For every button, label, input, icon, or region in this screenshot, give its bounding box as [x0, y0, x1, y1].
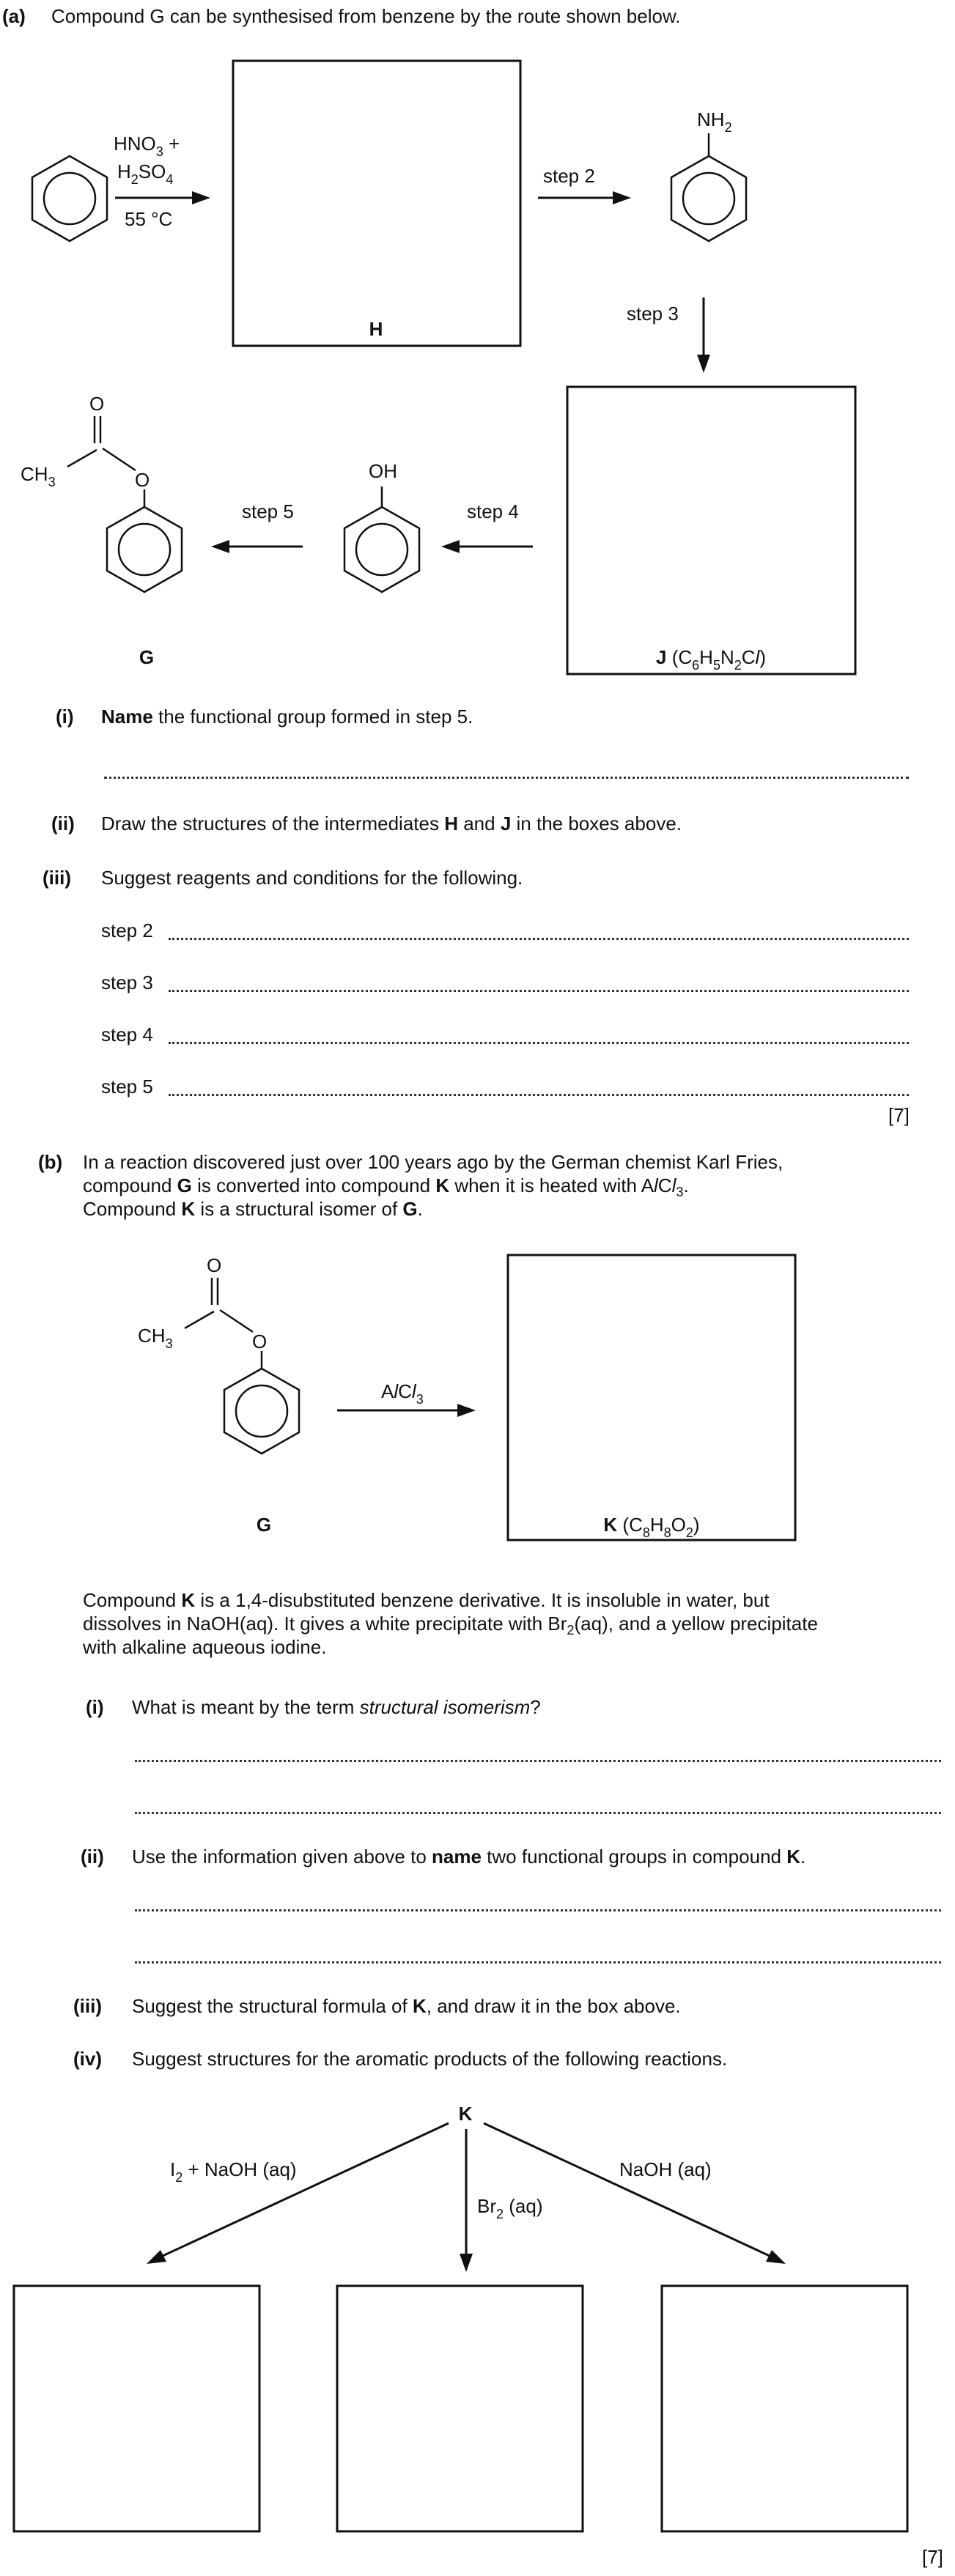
a-step4-answer-line[interactable]	[169, 1042, 909, 1044]
ester-o-link: O	[135, 469, 150, 491]
a-step2-answer-line[interactable]	[169, 938, 909, 940]
a-q1-text: Name the functional group formed in step 5.	[101, 706, 473, 728]
a-q3-num: (iii)	[43, 867, 71, 889]
part-a-intro: Compound G can be synthesised from benzene by the route shown below.	[51, 5, 681, 27]
nh2-label: $NH_2$	[697, 108, 732, 135]
b-para-2: dissolves in NaOH(aq). It gives a white precipitate with $Br_2(aq)$, and a yellow precipitate	[83, 1613, 818, 1638]
b-q1-num: (i)	[86, 1696, 104, 1718]
box-j	[567, 387, 855, 674]
phenol-ring	[344, 486, 419, 592]
b-q2-answer-line-2[interactable]	[135, 1961, 941, 1964]
b-q3-num: (iii)	[73, 1995, 102, 2017]
k-top-label: K	[458, 2103, 473, 2125]
reagent-temp: 55 °C	[125, 208, 173, 230]
b-q1-answer-line-1[interactable]	[135, 1760, 941, 1762]
b-reagent: AlCl$_3$	[381, 1380, 424, 1407]
a-step3-label: step 3	[101, 971, 153, 993]
arrow-step1	[115, 191, 210, 204]
a-step5-label: step 5	[101, 1076, 153, 1098]
a-step5-answer-line[interactable]	[169, 1094, 909, 1096]
b-marks: [7]	[922, 2546, 943, 2568]
a-q1-answer-line[interactable]	[104, 777, 909, 779]
part-b-intro-2: compound G is converted into compound K when it is heated with AlCl$_3$.	[83, 1174, 689, 1200]
a-q2-num: (ii)	[51, 813, 75, 834]
k-reactions-scheme	[0, 2095, 955, 2564]
a-step2-label: step 2	[101, 919, 153, 941]
b-q2-answer-line-1[interactable]	[135, 1909, 941, 1911]
oh-label: OH	[369, 460, 397, 482]
ester-o-carbonyl: O	[89, 393, 105, 415]
arrow-fries	[337, 1404, 476, 1417]
b-g-label: G	[256, 1514, 272, 1536]
part-b-label: (b)	[38, 1151, 63, 1173]
arrow-right	[484, 2123, 771, 2257]
product-box-middle	[337, 2286, 583, 2531]
fries-scheme	[0, 1231, 955, 1568]
reagent-h2so4: $H_2SO_4$	[117, 160, 174, 187]
b-q1-text: What is meant by the term structural isomerism?	[132, 1696, 541, 1718]
part-b-intro-1: In a reaction discovered just over 100 years ago by the German chemist Karl Fries,	[83, 1151, 783, 1173]
box-k	[508, 1255, 795, 1540]
a-q3-text: Suggest reagents and conditions for the following.	[101, 867, 523, 889]
b-o-link: O	[252, 1330, 268, 1352]
step2-label: step 2	[543, 165, 595, 187]
box-j-label: J $(C_6H_5N_2Cl)$	[656, 646, 766, 673]
box-k-label: K $(C_8H_8O_2)$	[603, 1514, 700, 1540]
step3-label: step 3	[627, 303, 679, 325]
b-q2-text: Use the information given above to name two functional groups in compound K.	[132, 1846, 806, 1868]
ch3-label: $CH_3$	[21, 463, 56, 489]
r-right-label: NaOH (aq)	[619, 2158, 712, 2180]
aniline-ring	[671, 133, 746, 241]
b-para-1: Compound K is a 1,4-disubstituted benzene derivative. It is insoluble in water, but	[83, 1589, 770, 1611]
arrow-step3	[697, 297, 710, 373]
ester-g-structure	[67, 416, 182, 592]
arrow-step4	[441, 540, 533, 553]
b-para-3: with alkaline aqueous iodine.	[83, 1636, 327, 1658]
step5-label: step 5	[242, 500, 294, 522]
a-step3-answer-line[interactable]	[169, 990, 909, 992]
b-q2-num: (ii)	[81, 1846, 104, 1868]
benzene-ring-start	[32, 156, 107, 241]
r-left-label: $I_2$ + NaOH (aq)	[170, 2158, 297, 2185]
arrow-step5	[211, 540, 303, 553]
r-mid-label: $Br_2$ (aq)	[477, 2195, 543, 2221]
g-label: G	[139, 646, 155, 668]
a-q2-text: Draw the structures of the intermediates H and J in the boxes above.	[101, 813, 682, 834]
arrow-left	[161, 2123, 449, 2257]
arrow-step2	[538, 191, 631, 204]
b-q1-answer-line-2[interactable]	[135, 1812, 941, 1814]
part-a-label: (a)	[2, 5, 26, 27]
a-marks: [7]	[888, 1104, 910, 1126]
box-h	[233, 61, 520, 346]
b-o-carbonyl: O	[207, 1254, 222, 1276]
b-q4-num: (iv)	[73, 2048, 102, 2070]
product-box-right	[662, 2286, 907, 2531]
a-q1-num: (i)	[56, 706, 74, 728]
b-q4-text: Suggest structures for the aromatic products of the following reactions.	[132, 2048, 728, 2070]
a-step4-label: step 4	[101, 1024, 153, 1045]
part-b-intro-3: Compound K is a structural isomer of G.	[83, 1198, 423, 1220]
step4-label: step 4	[467, 500, 519, 522]
synthesis-scheme	[0, 0, 955, 681]
b-q3-text: Suggest the structural formula of K, and draw it in the box above.	[132, 1995, 681, 2017]
product-box-left	[14, 2286, 259, 2531]
b-ch3: $CH_3$	[138, 1325, 173, 1351]
ester-g-structure-b	[185, 1278, 299, 1454]
reagent-hno3: $HNO_3$ +	[114, 133, 180, 159]
box-h-label: H	[369, 318, 383, 340]
